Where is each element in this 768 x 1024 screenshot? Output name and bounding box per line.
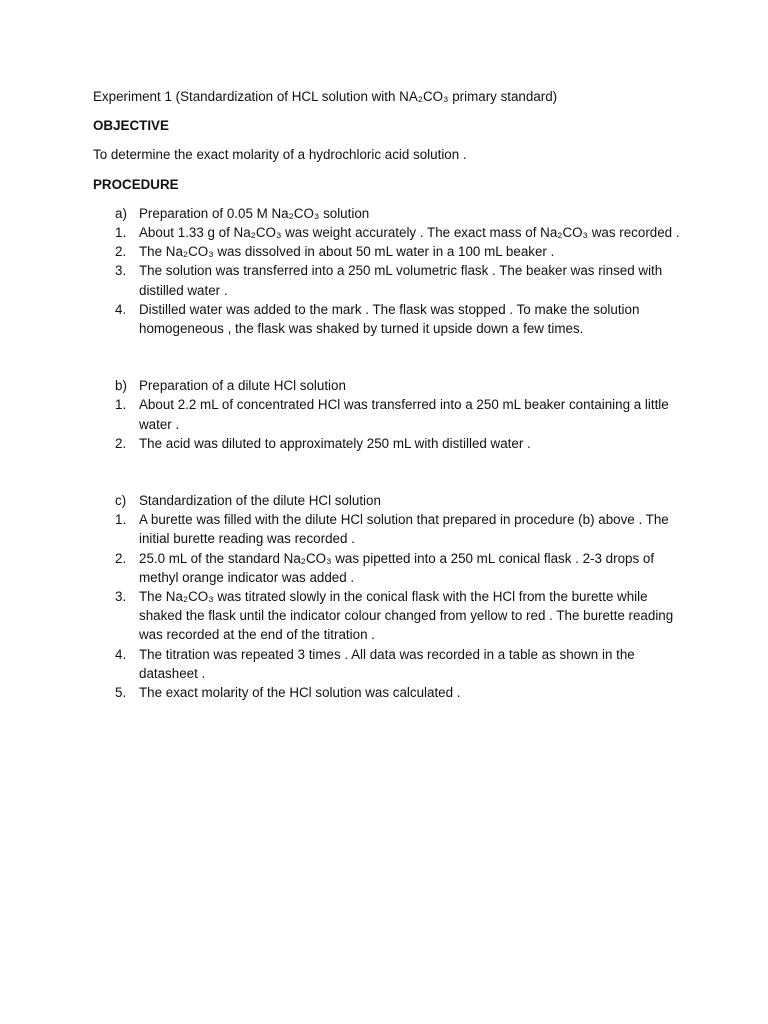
step-text: About 2.2 mL of concentrated HCl was transferred into a 250 mL beaker containing a little water . (139, 397, 669, 432)
step-text: The titration was repeated 3 times . All data was recorded in a table as shown in the datasheet . (139, 646, 635, 681)
procedure-sections (93, 204, 683, 702)
step-number: 1. (115, 397, 127, 413)
procedure-step (93, 549, 683, 587)
section-marker: c) (115, 493, 127, 509)
section-marker: b) (115, 378, 127, 394)
step-number: 4. (115, 301, 127, 317)
procedure-step (93, 223, 683, 242)
procedure-step (93, 645, 683, 683)
section-marker: a) (115, 205, 127, 221)
section-title-text: Preparation of 0.05 M Na₂CO₃ solution (139, 205, 370, 221)
step-text: The Na₂CO₃ was dissolved in about 50 mL water in a 100 mL beaker . (139, 244, 555, 260)
section-title-text: Standardization of the dilute HCl solution (139, 493, 381, 509)
step-number: 1. (115, 225, 127, 241)
step-number: 2. (115, 550, 127, 566)
step-text: The exact molarity of the HCl solution was calculated . (139, 685, 461, 701)
step-number: 2. (115, 435, 127, 451)
procedure-step (93, 434, 683, 453)
step-text: The solution was transferred into a 250 mL volumetric flask . The beaker was rinsed with distilled water . (139, 263, 663, 298)
document-body (93, 87, 683, 702)
procedure-step (93, 683, 683, 702)
step-text: About 1.33 g of Na₂CO₃ was weight accurately . The exact mass of Na₂CO₃ was recorded . (139, 225, 680, 241)
step-text: A burette was filled with the dilute HCl solution that prepared in procedure (b) above . The initial burette reading was recorded . (139, 512, 669, 547)
section-title (93, 204, 683, 223)
procedure-step (93, 261, 683, 299)
procedure-step (93, 395, 683, 433)
step-number: 3. (115, 263, 127, 279)
procedure-heading: PROCEDURE (93, 176, 179, 192)
step-text: The acid was diluted to approximately 250 mL with distilled water . (139, 435, 531, 451)
objective-heading: OBJECTIVE (93, 118, 169, 134)
procedure-section (93, 204, 683, 338)
section-title-text: Preparation of a dilute HCl solution (139, 378, 346, 394)
section-title (93, 491, 683, 510)
section-title (93, 376, 683, 395)
step-number: 5. (115, 685, 127, 701)
procedure-step (93, 242, 683, 261)
procedure-step (93, 587, 683, 645)
step-text: The Na₂CO₃ was titrated slowly in the conical flask with the HCl from the burette while shaked the flask until the indicator colour changed from yellow to red . The burette reading was recorded at the end of the titration . (139, 589, 674, 643)
step-number: 3. (115, 589, 127, 605)
objective-text: To determine the exact molarity of a hydrochloric acid solution . (93, 147, 467, 163)
step-text: 25.0 mL of the standard Na₂CO₃ was pipetted into a 250 mL conical flask . 2-3 drops of methyl orange indicator was added . (139, 550, 655, 585)
step-text: Distilled water was added to the mark . The flask was stopped . To make the solution homogeneous , the flask was shaked by turned it upside down a few times. (139, 301, 640, 337)
procedure-section (93, 376, 683, 453)
step-number: 4. (115, 646, 127, 662)
procedure-section (93, 491, 683, 702)
procedure-step (93, 300, 683, 338)
step-number: 2. (115, 244, 127, 260)
procedure-step (93, 510, 683, 548)
document-title: Experiment 1 (Standardization of HCL solution with NA₂CO₃ primary standard) (93, 89, 558, 104)
step-number: 1. (115, 512, 127, 528)
